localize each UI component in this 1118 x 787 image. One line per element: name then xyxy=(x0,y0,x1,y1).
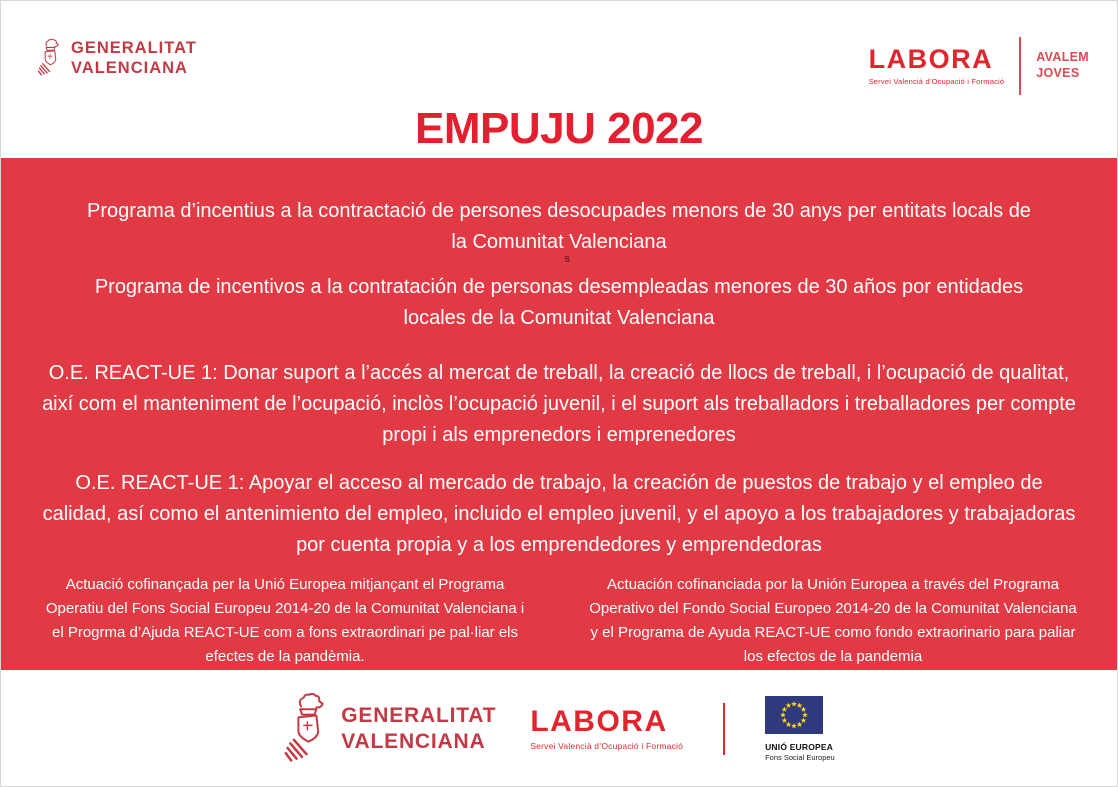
avalem-line2: JOVES xyxy=(1036,66,1080,80)
footer xyxy=(1,670,1117,787)
generalitat-logo-text xyxy=(71,38,197,78)
avalem-joves-logo xyxy=(1036,50,1089,81)
footer-generalitat-line2: VALENCIANA xyxy=(341,729,486,753)
labora-avalem-group xyxy=(869,37,1089,95)
labora-logo xyxy=(869,46,1005,86)
footer-generalitat-line1: GENERALITAT xyxy=(341,703,497,727)
generalitat-line2: VALENCIANA xyxy=(71,59,188,77)
generalitat-valenciana-logo xyxy=(37,29,197,87)
footer-generalitat-text xyxy=(341,703,496,754)
footer-labora-tagline: Servei Valencià d’Ocupació i Formació xyxy=(530,740,684,751)
cofinancing-note-valencian: Actuació cofinançada per la Unió Europea mitjançant el Programa Operatiu del Fons Social Europeu 2014-20 de la Comunitat Valenciana i el Progrma d’Ajuda REACT-UE com a fons extraordinari pe pal·liar els efectes de la pandèmia. xyxy=(45,576,525,665)
program-description-spanish: Programa de incentivos a la contratación de personas desempleadas menores de 30 años por entidades locales de la Comunitat Valenciana xyxy=(94,276,1024,329)
footer-divider xyxy=(723,703,725,755)
header xyxy=(1,1,1117,158)
avalem-line1: AVALEM xyxy=(1036,50,1089,65)
react-ue-objective-spanish: O.E. REACT-UE 1: Apoyar el acceso al mercado de trabajo, la creación de puestos de trabajo y el empleo de calidad, así como el antenimiento del empleo, incluido el empleo juvenil, y el apoyo a los trabajadores y trabajadoras por cuenta propia y a los emprendedores y emprendedoras xyxy=(42,472,1076,556)
labora-wordmark: LABORA xyxy=(868,44,994,74)
react-ue-objective-valencian: O.E. REACT-UE 1: Donar suport a l’accés al mercat de treball, la creació de llocs de treball, i l’ocupació de qualitat, així com el manteniment de l’ocupació, inclòs l’ocupació juvenil, i el suport als treballadors i treballadores per compte propi i als emprenedors i emprenedores xyxy=(42,362,1076,446)
eu-fund-label: Fons Social Europeu xyxy=(765,752,835,762)
eu-flag-icon xyxy=(765,696,823,739)
labora-tagline: Servei Valencià d’Ocupació i Formació xyxy=(868,77,1005,86)
generalitat-emblem-icon xyxy=(37,29,62,87)
eu-block xyxy=(765,696,835,762)
header-divider xyxy=(1019,37,1021,95)
footer-generalitat-logo xyxy=(283,693,496,765)
eu-union-label: UNIÓ EUROPEA xyxy=(765,741,834,752)
footer-labora-logo xyxy=(530,704,684,751)
footer-labora-wordmark: LABORA xyxy=(530,704,668,738)
cofinancing-notes xyxy=(39,573,1079,669)
generalitat-line1: GENERALITAT xyxy=(71,38,197,57)
superscript-artifact: s xyxy=(564,253,571,265)
page-title: EMPUJU 2022 xyxy=(415,104,703,153)
program-description-valencian: Programa d’incentius a la contractació de persones desocupades menors de 30 anys per entitats locals de la Comunitat Valenciana xyxy=(87,200,1031,253)
red-banner xyxy=(1,158,1117,670)
footer-generalitat-emblem-icon xyxy=(283,693,330,765)
cofinancing-note-spanish: Actuación cofinanciada por la Unión Europea a través del Programa Operativo del Fondo Social Europeo 2014-20 de la Comunitat Valenciana y el Programa de Ayuda REACT-UE como fondo extraorinario para paliar los efectos de la pandemia xyxy=(589,576,1077,665)
